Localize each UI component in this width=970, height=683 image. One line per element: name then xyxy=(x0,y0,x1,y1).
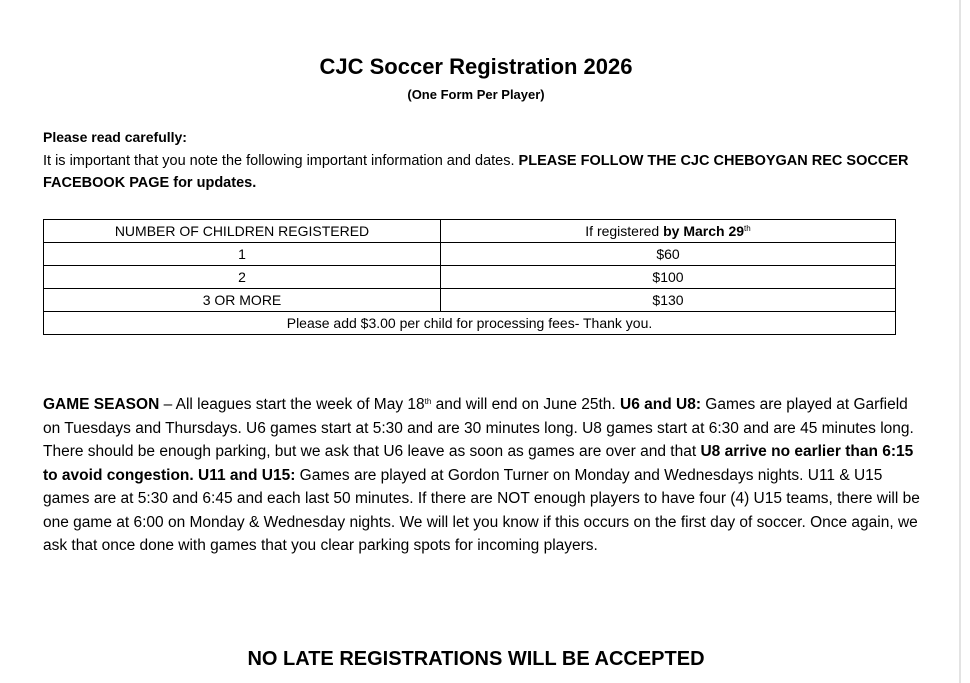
table-row xyxy=(44,266,896,289)
page-title: CJC Soccer Registration 2026 xyxy=(319,54,633,79)
children-count-cell: 1 xyxy=(44,243,441,266)
processing-fee-note: Please add $3.00 per child for processing fees- Thank you. xyxy=(44,312,896,335)
u11-u15-label: U11 and U15: xyxy=(198,466,296,484)
u6-u8-label: U6 and U8: xyxy=(620,396,701,413)
season-text-5: Games are played at Gordon Turner on Monday and Wednesdays nights. U11 & U15 games are at 5:30 and 6:45 and each last 50 minutes. If there are NOT enough players to have four (4) U15 teams, there will be one game at 6:00 on Monday & Wednesday nights. We will let you know if this occurs on the first day of soccer. Once again, we ask that once done with games that you clear parking spots for incoming players. xyxy=(43,466,920,554)
intro-facebook-notice: PLEASE FOLLOW THE CJC CHEBOYGAN REC SOCCER FACEBOOK PAGE xyxy=(43,153,909,191)
price-cell: $130 xyxy=(441,289,896,312)
intro-end: for updates. xyxy=(169,175,257,191)
header-deadline-suffix: th xyxy=(744,224,751,233)
header-registered-by xyxy=(441,220,896,243)
game-season-paragraph xyxy=(43,393,923,558)
table-row xyxy=(44,243,896,266)
page-edge xyxy=(959,0,961,683)
intro-paragraph xyxy=(43,150,948,194)
season-text-2: and will end on June 25th. xyxy=(431,396,621,413)
header-children-count: NUMBER OF CHILDREN REGISTERED xyxy=(44,220,441,243)
price-cell: $60 xyxy=(441,243,896,266)
game-season-label: GAME SEASON xyxy=(43,396,160,413)
fee-table xyxy=(43,219,896,335)
u8-arrival-notice: U8 arrive no earlier than 6:15 to avoid congestion. xyxy=(43,443,914,484)
season-text-1: – All leagues start the week of May 18 xyxy=(159,396,425,413)
late-registration-notice: NO LATE REGISTRATIONS WILL BE ACCEPTED xyxy=(247,648,705,670)
intro-text: It is important that you note the following important information and dates. xyxy=(43,153,519,169)
children-count-cell: 2 xyxy=(44,266,441,289)
season-text-3: Games are played at Garfield on Tuesdays and Thursdays. U6 games start at 5:30 and are 30 minutes long. U8 games start at 6:30 and are 45 minutes long. There should be enough parking, but we ask that U6 leave as soon as games are over and that xyxy=(43,396,914,460)
header-registered-text: If registered xyxy=(585,223,664,239)
page-subtitle: (One Form Per Player) xyxy=(407,87,545,102)
table-row xyxy=(44,289,896,312)
children-count-cell: 3 OR MORE xyxy=(44,289,441,312)
season-date-suffix: th xyxy=(424,397,432,406)
read-carefully-label: Please read carefully: xyxy=(43,129,187,145)
header-deadline: by March 29 xyxy=(663,223,745,239)
fee-table-header xyxy=(44,220,896,243)
fee-table-note-row xyxy=(44,312,896,335)
price-cell: $100 xyxy=(441,266,896,289)
